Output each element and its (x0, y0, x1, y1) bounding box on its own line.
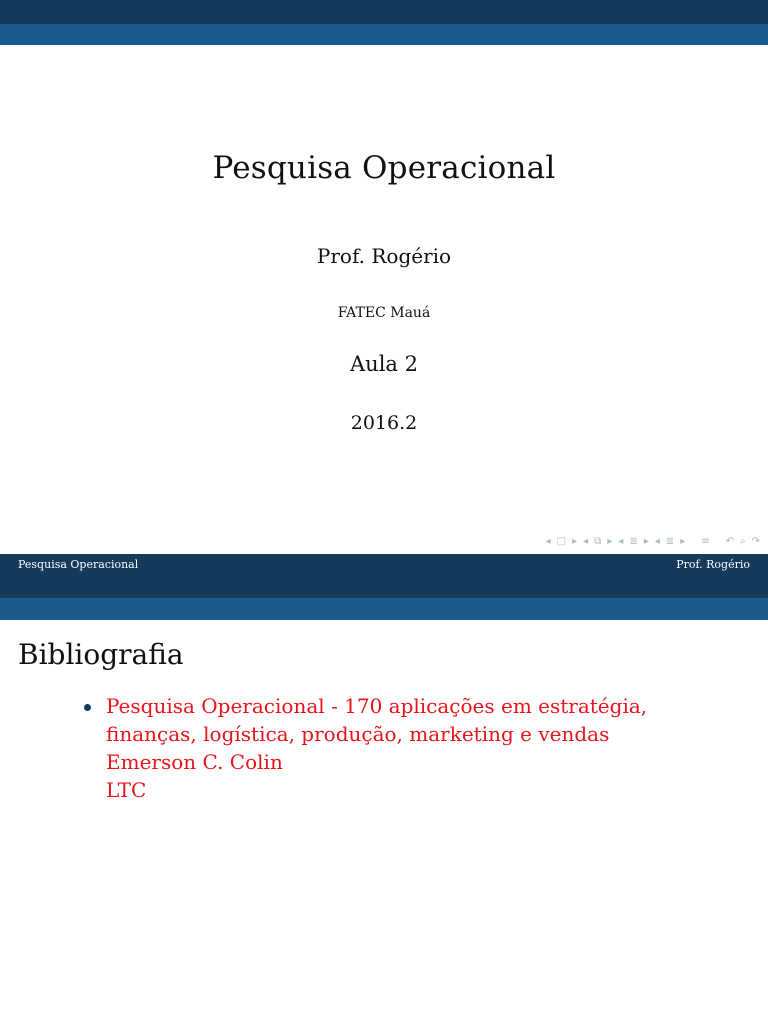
presentation-date: 2016.2 (350, 412, 418, 434)
slide-footer (0, 554, 768, 576)
beamer-navigation-bar (546, 535, 760, 549)
bullet-icon (84, 704, 91, 711)
frame-title: Bibliografia (18, 638, 184, 671)
nav-subsection-icon[interactable]: ≣ (665, 536, 675, 547)
footer-author: Prof. Rogério (676, 558, 750, 571)
nav-prev-slide-icon[interactable]: ◂ (545, 536, 551, 547)
header-band-dark (0, 0, 768, 24)
footer-title: Pesquisa Operacional (18, 558, 139, 571)
nav-next-section-icon[interactable]: ▸ (643, 536, 649, 547)
bibliography-line: finanças, logística, produção, marketing e vendas (106, 722, 610, 746)
header-band-mid (0, 598, 768, 620)
nav-prev-frame-icon[interactable]: ◂ (583, 536, 589, 547)
bibliography-line: Pesquisa Operacional - 170 aplicações em estratégia, (106, 694, 648, 718)
nav-slide-frame-icon[interactable]: □ (556, 536, 567, 547)
nav-search-icon[interactable]: ⌕ (740, 536, 746, 547)
presentation-lesson: Aula 2 (350, 352, 418, 376)
presentation-title: Pesquisa Operacional (212, 150, 556, 186)
nav-next-frame-icon[interactable]: ▸ (607, 536, 613, 547)
header-band-mid (0, 24, 768, 45)
nav-section-icon[interactable]: ≣ (629, 536, 638, 547)
presentation-author: Prof. Rogério (316, 244, 452, 268)
nav-prev-subsection-icon[interactable]: ◂ (654, 536, 660, 547)
nav-forward-icon[interactable]: ↷ (751, 536, 760, 547)
nav-next-subsection-icon[interactable]: ▸ (680, 536, 686, 547)
presentation-institute: FATEC Mauá (337, 305, 431, 321)
header-band-dark (0, 576, 768, 598)
nav-document-icon[interactable]: ≡ (701, 536, 710, 547)
nav-next-slide-icon[interactable]: ▸ (572, 536, 578, 547)
bibliography-line: LTC (106, 778, 147, 802)
nav-back-icon[interactable]: ↶ (725, 536, 734, 547)
bibliography-line: Emerson C. Colin (106, 750, 283, 774)
bibliography-list (84, 692, 724, 804)
bibliography-slide (0, 576, 768, 1024)
list-item (84, 692, 724, 804)
nav-prev-section-icon[interactable]: ◂ (618, 536, 624, 547)
nav-frame-stack-icon[interactable]: ⧉ (594, 536, 602, 547)
